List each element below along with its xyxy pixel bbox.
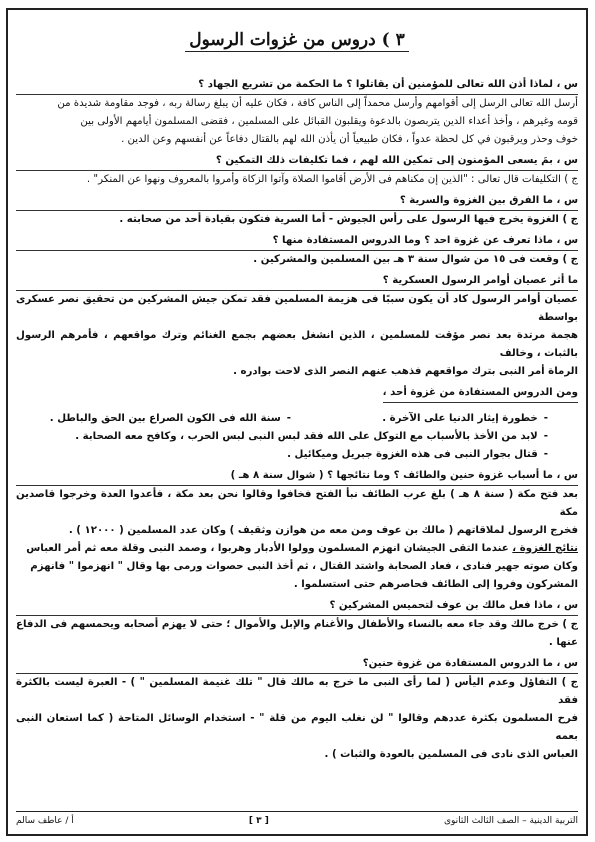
question-tamkeen: س ، بمَ يسعى المؤمنون إلى تمكين الله لهم ، فما تكليفات ذلك التمكين ؟: [16, 152, 578, 171]
question-disobedience: ما أثر عصيان أوامر الرسول العسكرية ؟: [16, 272, 578, 291]
answer-line: عصيان أوامر الرسول كاد أن يكون سببًا فى هزيمة المسلمين فقد تمكن جيش المشركين من تحقيق نصر عسكرى بواسطة: [16, 294, 578, 323]
answer-line: المشركون وفروا إلى الطائف فحاصرهم حتى استسلموا .: [293, 579, 578, 590]
question-ghazwa-sariya: س ، ما الفرق بين الغزوة والسرية ؟: [16, 192, 578, 211]
footer: [16, 811, 578, 830]
answer-line: خوف وحذر ويرقبون في كل لحظة عدواً ، فكان طبيعياً أن يأذن الله لهم بالقتال دفاعاً عن أنفسهم وعن الدين .: [121, 134, 578, 145]
bullet-dash-icon: -: [543, 431, 548, 442]
footer-subject: التربية الدينية – الصف الثالث الثانوى: [443, 816, 578, 826]
question-hunain: س ، ما أسباب غزوة حنين والطائف ؟ وما نتائجها ؟ ( شوال سنة ٨ هـ ): [16, 467, 578, 486]
answer-line: فخرج الرسول لملاقاتهم ( مالك بن عوف ومن معه من هوازن وثقيف ) وكان عدد المسلمين ( ١٢٠٠٠ ) .: [68, 525, 578, 536]
content: [16, 76, 578, 764]
title-wrap: [16, 30, 578, 52]
results-text: عندما التقى الجيشان انهزم المسلمون وولوا الأدبار وهربوا ، وصمد النبى وقلة معه ثم أمر العباس: [26, 543, 509, 554]
lesson-text: قتال بجوار النبى فى هذه الغزوة جبريل وميكائيل .: [287, 449, 538, 460]
answer-line: ج ) الغزوة يخرج فيها الرسول على رأس الجيوش - أما السرية فتكون بقيادة أحد من صحابته .: [119, 214, 578, 225]
answer-line: بعد فتح مكة ( سنة ٨ هـ ) بلغ عرب الطائف نبأ الفتح فخافوا وقالوا نحن بعد مكة ، فأعدوا العدة وخرجوا قاصدين مكة: [16, 489, 578, 518]
answer-line: ج ) التفاؤل وعدم اليأس ( لما رأى النبى ما خرج به مالك قال " تلك غنيمة المسلمين " ) - العبرة ليست بالكثرة فقد: [16, 677, 578, 706]
list-item: [16, 446, 578, 464]
bullet-dash-icon: -: [543, 413, 548, 424]
bullet-dash-icon: -: [543, 449, 548, 460]
list-item: [16, 410, 578, 428]
answer-line: ج ) التكليفات قال تعالى : "الذين إن مكناهم فى الأرض أقاموا الصلاة وآتوا الزكاة وأمروا بالمعروف ونهوا عن المنكر" .: [86, 174, 578, 185]
question-hunain-lessons: س ، ما الدروس المستفادة من غزوة حنين؟: [16, 655, 578, 674]
answer-line: ج ) خرج مالك وقد جاء معه بالنساء والأطفال والأغنام والإبل والأموال ؛ حتى لا يهزم أصحابه ويحمسهم فى الدفاع عنها .: [16, 619, 578, 648]
answer-line: فرح المسلمون بكثرة عددهم وقالوا " لن نغلب اليوم من قلة " - استخدام الوسائل المتاحة ( كما استعان النبى بعمه: [16, 713, 578, 742]
list-item: [16, 428, 578, 446]
lesson-text: خطورة إيثار الدنيا على الآخرة .: [382, 413, 538, 424]
answer-line: قومه وغيرهم ، وأخذ أعداء الدين يتربصون بالدعوة ويقلبون القبائل على المسلمين ، فقضى المسلمون أيامهم الأولى بين: [80, 116, 578, 127]
footer-author: أ / عاطف سالم: [16, 816, 74, 826]
question-malik: س ، ماذا فعل مالك بن عوف لتحميس المشركين ؟: [16, 597, 578, 616]
uhud-lessons-list: [16, 410, 578, 464]
answer-line: هجمة مرتدة بعد نصر مؤقت للمسلمين ، الذين انشغل بعضهم بجمع الغنائم وترك مواقعهم ، فأمرهم الرسول بالثبات ، وخالف: [16, 330, 578, 359]
lesson-text: لابد من الأخذ بالأسباب مع التوكل على الله فقد لبس النبى لبس الحرب ، وكافح معه الصحابة .: [75, 431, 538, 442]
answer-line: العباس الذى نادى فى المسلمين بالعودة والثبات ) .: [324, 749, 578, 760]
question-jihad: س ، لماذا أذن الله تعالى للمؤمنين أن يقاتلوا ؟ ما الحكمة من تشريع الجهاد ؟: [16, 76, 578, 95]
page-title: ٣ ) دروس من غزوات الرسول: [185, 30, 408, 52]
bullet-dash-icon: -: [286, 413, 292, 424]
results-label: نتائج الغزوة ،: [512, 543, 578, 554]
heading-uhud-lessons: ومن الدروس المستفادة من غزوة أحد ،: [383, 384, 578, 403]
lesson-text: سنة الله فى الكون الصراع بين الحق والباطل .: [49, 413, 281, 424]
answer-line: ج ) وقعت فى ١٥ من شوال سنة ٣ هـ بين المسلمين والمشركين .: [253, 254, 578, 265]
answer-line: أرسل الله تعالى الرسل إلى أقوامهم وأرسل محمداً إلى الناس كافة ، فكان عليه أن يبلغ رسالة ربه ، فوجد مقاومة شديدة من: [57, 98, 578, 109]
answer-line: الرماة أمر النبى بترك مواقعهم فذهب عنهم النصر الذى لاحت بوادره .: [233, 366, 578, 377]
document-page: [6, 8, 588, 836]
question-uhud: س ، ماذا تعرف عن غزوة احد ؟ وما الدروس المستفادة منها ؟: [16, 232, 578, 251]
results-line: [16, 540, 578, 558]
page-number: [ ٣ ]: [248, 816, 269, 826]
answer-line: وكان صوته جهير فنادى ، فعاد الصحابة واشتد القتال ، ثم أخذ النبى حصوات ورمى بها وقال " انهزموا " فانهزم: [30, 561, 578, 572]
